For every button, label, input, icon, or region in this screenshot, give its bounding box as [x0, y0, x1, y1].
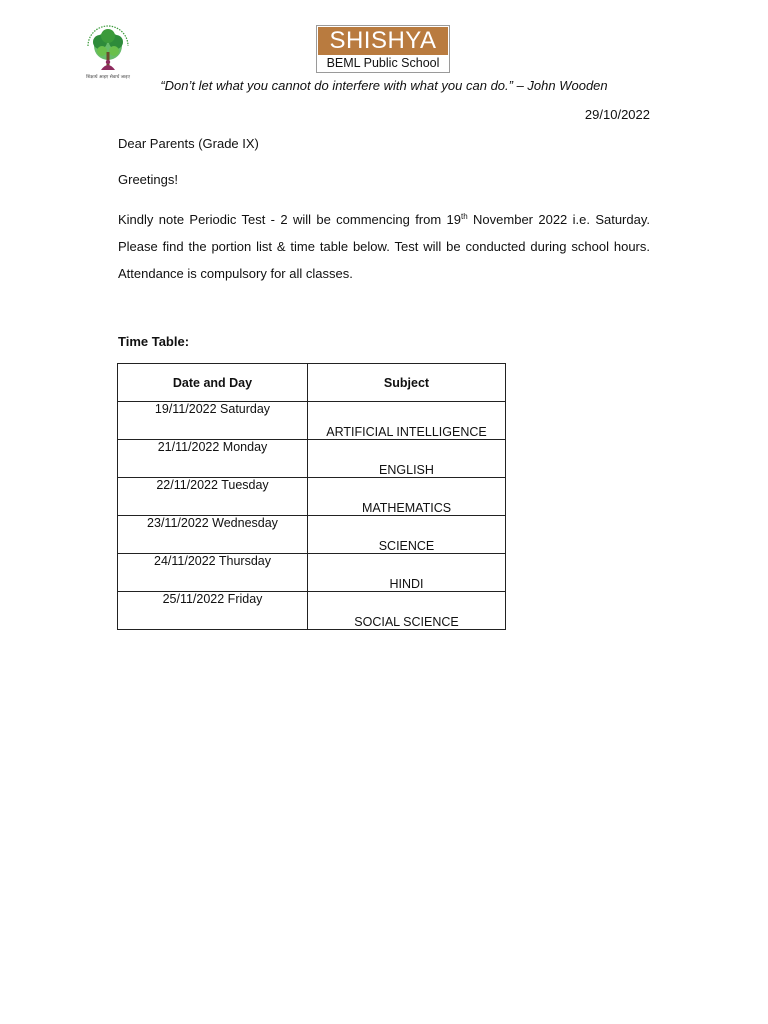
quote-text: “Don’t let what you cannot do interfere with what you can do.” – John Wooden	[160, 78, 608, 93]
column-header-subject: Subject	[308, 364, 506, 402]
subject-cell: MATHEMATICS	[308, 478, 506, 516]
timetable-label: Time Table:	[118, 334, 190, 349]
paragraph-line-1: Kindly note Periodic Test - 2 will be commencing from 19th November 2022 i.e. Saturday.	[118, 212, 650, 227]
date-cell: 23/11/2022 Wednesday	[118, 516, 308, 554]
subject-cell: SOCIAL SCIENCE	[308, 592, 506, 630]
subject-cell: SCIENCE	[308, 516, 506, 554]
notice-paragraph	[118, 203, 650, 287]
timetable	[117, 363, 506, 630]
shishya-logo	[316, 25, 450, 73]
table-row	[118, 402, 506, 440]
salutation: Dear Parents (Grade IX)	[118, 136, 259, 151]
subject-cell: ARTIFICIAL INTELLIGENCE	[308, 402, 506, 440]
logo-subtitle: BEML Public School	[326, 56, 440, 70]
date-cell: 24/11/2022 Thursday	[118, 554, 308, 592]
table-row	[118, 478, 506, 516]
paragraph-line-3: Attendance is compulsory for all classes.	[118, 266, 353, 281]
table-row	[118, 592, 506, 630]
date-cell: 25/11/2022 Friday	[118, 592, 308, 630]
table-row	[118, 516, 506, 554]
date-cell: 21/11/2022 Monday	[118, 440, 308, 478]
subject-cell: ENGLISH	[308, 440, 506, 478]
school-emblem-logo	[80, 24, 136, 80]
column-header-date: Date and Day	[118, 364, 308, 402]
subject-cell: HINDI	[308, 554, 506, 592]
letter-date: 29/10/2022	[584, 107, 650, 122]
date-cell: 22/11/2022 Tuesday	[118, 478, 308, 516]
table-header-row	[118, 364, 506, 402]
date-cell: 19/11/2022 Saturday	[118, 402, 308, 440]
paragraph-line-2: Please find the portion list & time table below. Test will be conducted during school hours.	[118, 239, 650, 254]
greeting: Greetings!	[118, 172, 178, 187]
svg-text:शिक्षार्थ आइए सेवार्थ जाइए: शिक्षार्थ आइए सेवार्थ जाइए	[86, 75, 130, 80]
table-row	[118, 554, 506, 592]
logo-title: SHISHYA	[318, 27, 448, 55]
table-row	[118, 440, 506, 478]
